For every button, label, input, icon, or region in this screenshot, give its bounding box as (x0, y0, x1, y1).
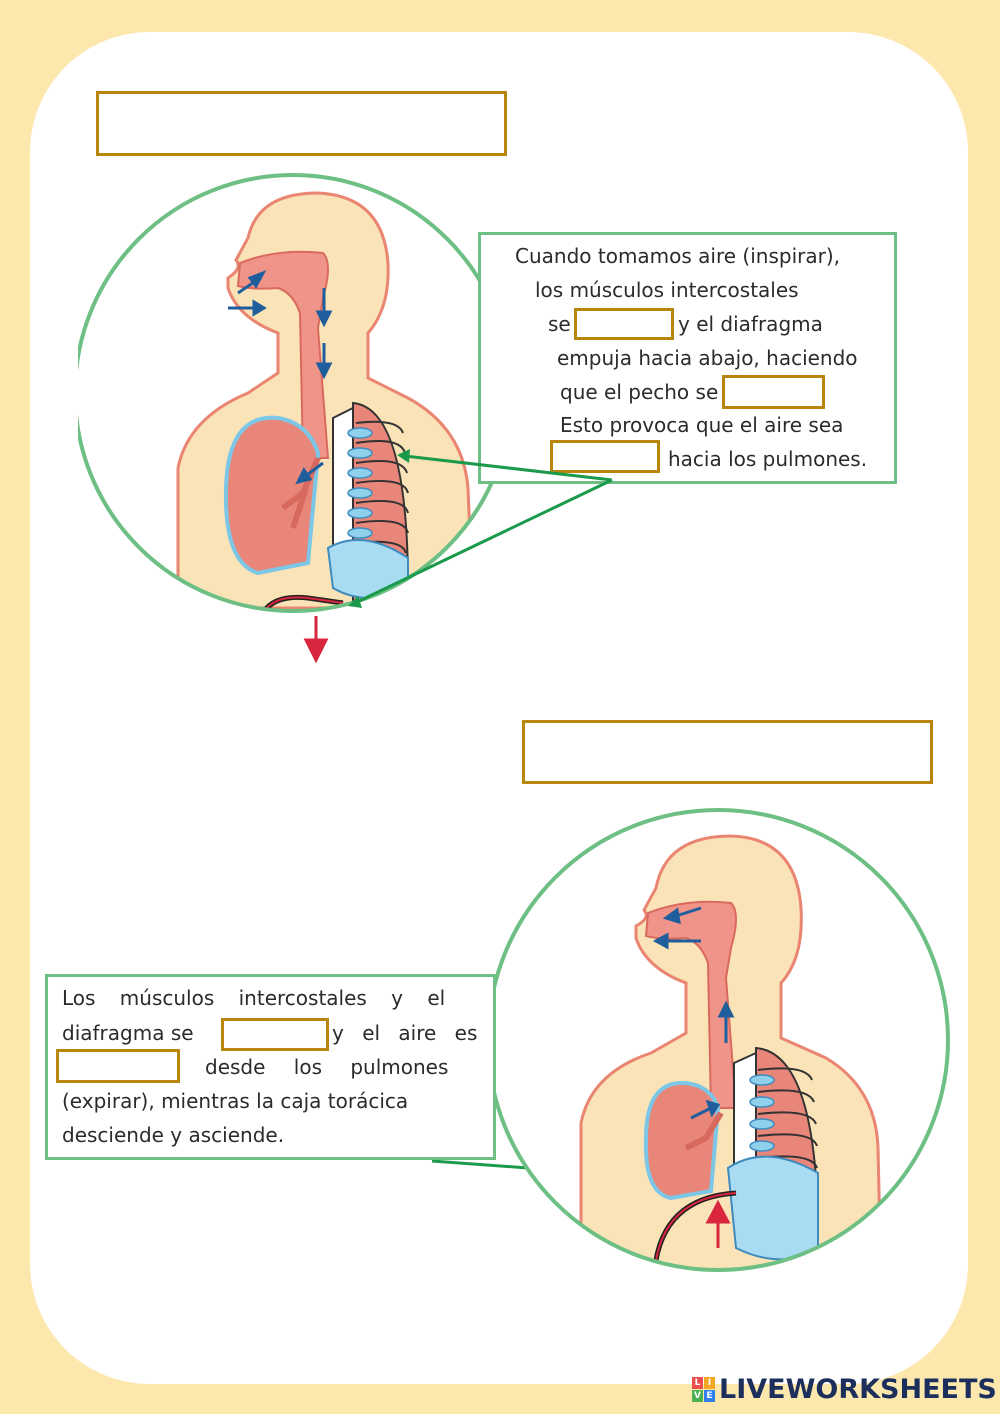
exhale-line-1: Los músculos intercostales y el (62, 986, 446, 1010)
liveworksheets-brand[interactable] (692, 1372, 997, 1406)
inhale-line-5: empuja hacia abajo, haciendo (557, 346, 858, 370)
exhale-line-6: desciende y asciende. (62, 1123, 285, 1147)
inhale-diagram (78, 168, 498, 668)
inhale-answer-3[interactable] (550, 440, 660, 473)
title-answer-box-bottom[interactable] (522, 720, 933, 784)
title-answer-box-top[interactable] (96, 91, 507, 156)
inhale-line-1: Cuando tomamos aire (inspirar), (515, 244, 840, 268)
exhale-diagram (486, 808, 956, 1278)
exhale-line-4: desde los pulmones (205, 1055, 449, 1079)
inhale-line-3: se (548, 312, 571, 336)
inhale-answer-1[interactable] (574, 308, 674, 340)
exhale-line-3: y el aire es (332, 1021, 478, 1045)
exhale-line-5: (expirar), mientras la caja torácica (62, 1089, 409, 1113)
exhale-answer-1[interactable] (221, 1018, 329, 1051)
inhale-line-2: los músculos intercostales (535, 278, 799, 302)
exhale-line-2: diafragma se (62, 1021, 194, 1045)
inhale-line-8: hacia los pulmones. (668, 447, 868, 471)
liveworksheets-logo-icon: L I V E (692, 1377, 715, 1402)
inhale-line-6: que el pecho se (560, 380, 719, 404)
inhale-line-4: y el diafragma (678, 312, 823, 336)
inhale-line-7: Esto provoca que el aire sea (560, 413, 844, 437)
exhale-answer-2[interactable] (56, 1049, 180, 1083)
brand-name: LIVEWORKSHEETS (719, 1373, 997, 1405)
inhale-answer-2[interactable] (722, 375, 825, 409)
